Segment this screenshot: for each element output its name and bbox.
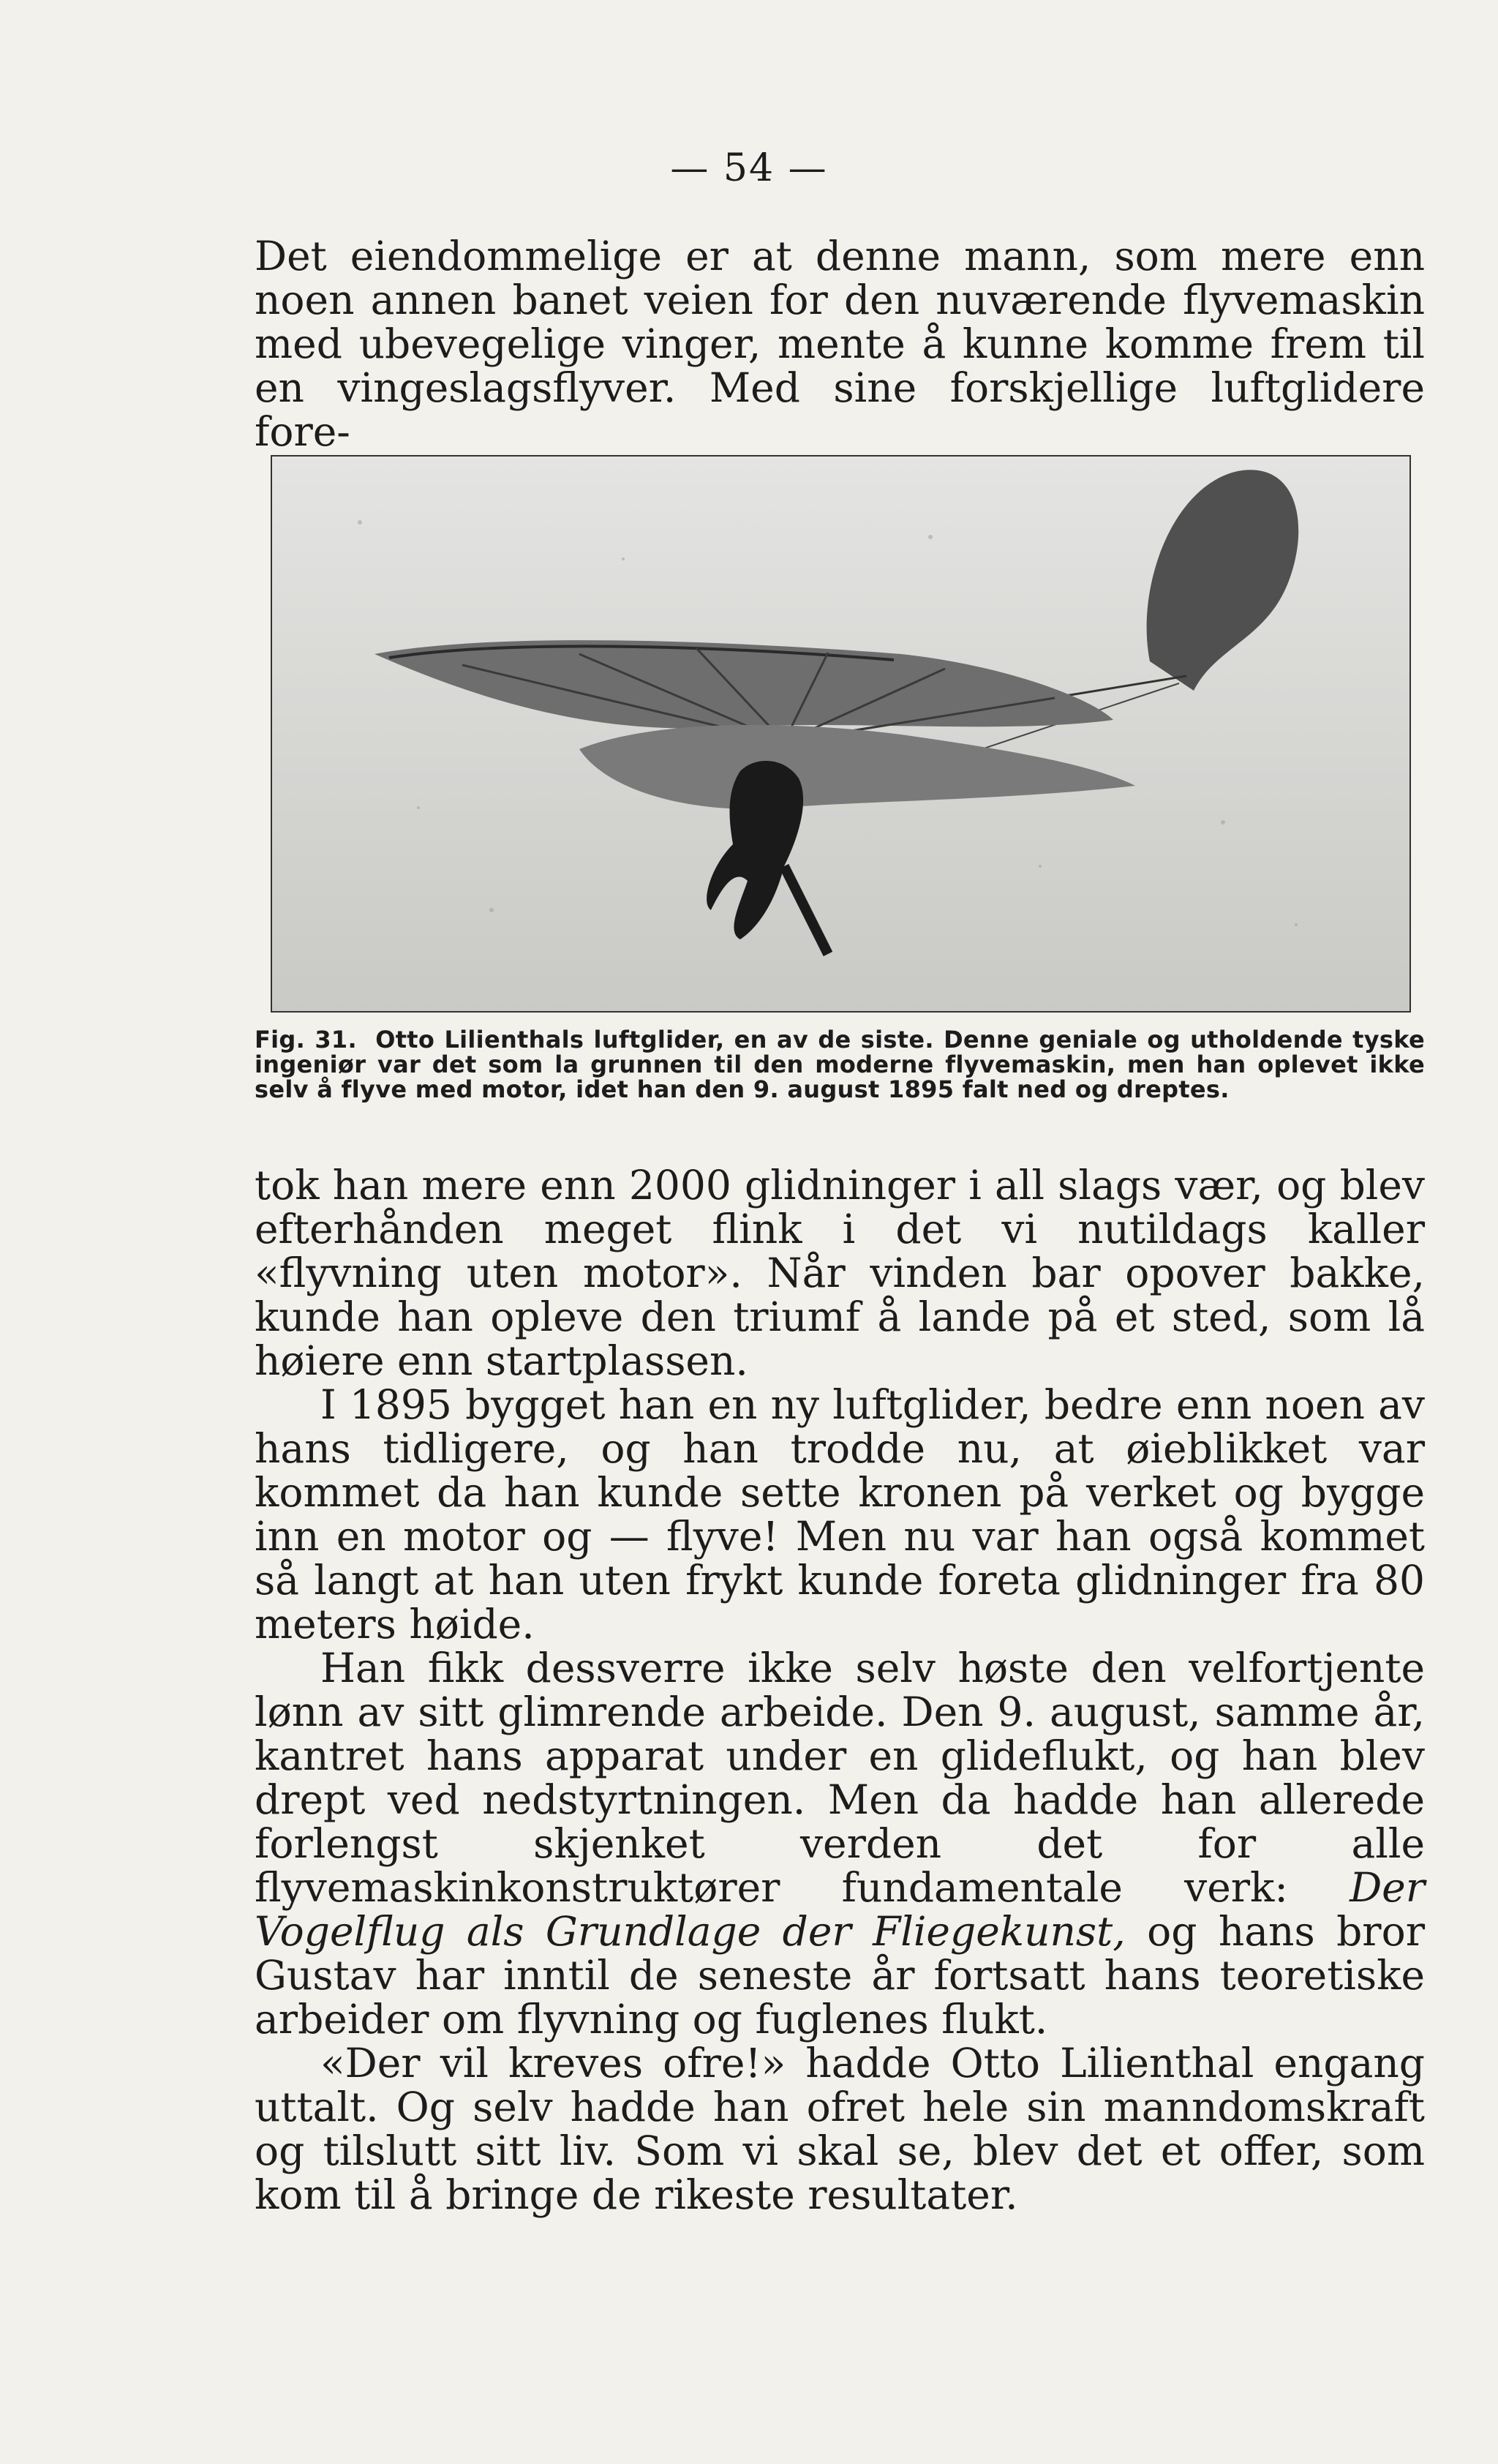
paragraph-death-part1: Han fikk dessverre ikke selv høste den velfortjente lønn av sitt glimrende arbeide. Den 9. august, samme år, kantret hans apparat under en glideflukt, og han blev drept ved nedstyrtningen. Men da hadde han allerede forlengst skjenket verden det for alle flyvemaskinkonstruktører fundamentale verk: [255, 1645, 1425, 1911]
lilienthal-glider-illustration [272, 457, 1409, 1011]
paragraph-death-part2: og hans bror Gustav har inntil de seneste år fortsatt hans teoretiske arbeider om flyvning og fuglenes flukt. [255, 1908, 1425, 2043]
paragraph-death [255, 1646, 1425, 2041]
paragraph-sacrifice: «Der vil kreves ofre!» hadde Otto Lilienthal engang uttalt. Og selv hadde han ofret hele sin manndomskraft og tilslutt sitt liv. Som vi skal se, blev det et offer, som kom til å bringe de rikeste resultater. [255, 2040, 1425, 2218]
figure-label: Fig. 31. [255, 1026, 357, 1053]
figure-caption-text: Otto Lilienthals luftglider, en av de siste. Denne geniale og utholdende tyske ingeniør var det som la grunnen til den moderne flyvemaskin, men han oplevet ikke selv å flyve med motor, idet han den 9. august 1895 falt ned og dreptes. [255, 1026, 1425, 1103]
book-title: Der Vogelflug als Grundlage der Fliegekunst, [255, 1864, 1425, 1955]
glider-photo [271, 455, 1411, 1013]
figure-caption [255, 1027, 1425, 1102]
paragraph-intro: Det eiendommelige er at denne mann, som mere enn noen annen banet veien for den nuværende flyvemaskin med ubevegelige vinger, mente å kunne komme frem til en vingeslagsflyver. Med sine forskjellige luftglidere fore- [255, 233, 1425, 455]
page-number: — 54 — [670, 146, 828, 190]
paragraph-1895: I 1895 bygget han en ny luftglider, bedre enn noen av hans tidligere, og han trodde nu, at øieblikket var kommet da han kunde sette kronen på verket og bygge inn en motor og — flyve! Men nu var han også kommet så langt at han uten frykt kunde foreta glidninger fra 80 meters høide. [255, 1381, 1425, 1648]
paragraph-gliding: tok han mere enn 2000 glidninger i all slags vær, og blev efterhånden meget flink i det vi nutildags kaller «flyvning uten motor». Når vinden bar opover bakke, kunde han opleve den triumf å lande på et sted, som lå høiere enn startplassen. [255, 1162, 1425, 1384]
